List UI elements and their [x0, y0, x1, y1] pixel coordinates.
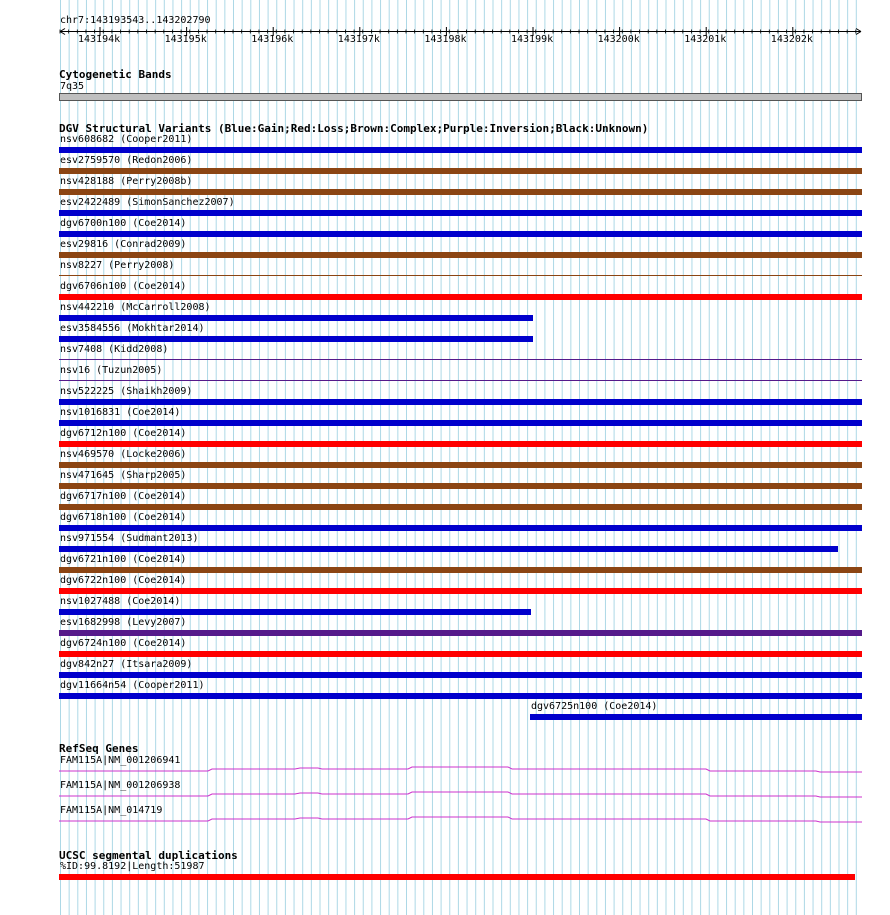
ruler-tick-label: 143201k: [684, 34, 727, 45]
dgv-feature-label[interactable]: nsv428188 (Perry2008b): [60, 176, 193, 187]
ruler-tick-label: 143196k: [251, 34, 294, 45]
cytoband-track-title: Cytogenetic Bands: [59, 68, 172, 81]
dgv-feature-label[interactable]: nsv442210 (McCarroll2008): [60, 302, 211, 313]
segdup-feature-bar[interactable]: [59, 874, 855, 880]
dgv-feature-label[interactable]: dgv11664n54 (Cooper2011): [60, 680, 205, 691]
dgv-feature-label[interactable]: nsv971554 (Sudmant2013): [60, 533, 199, 544]
refseq-gene-label[interactable]: FAM115A|NM_001206938: [60, 780, 181, 791]
ruler-tick-label: 143197k: [337, 34, 380, 45]
dgv-feature-label[interactable]: nsv522225 (Shaikh2009): [60, 386, 193, 397]
dgv-feature-label[interactable]: nsv7408 (Kidd2008): [60, 344, 169, 355]
dgv-feature-label[interactable]: dgv842n27 (Itsara2009): [60, 659, 193, 670]
ruler-tick-label: 143199k: [511, 34, 554, 45]
dgv-feature-label[interactable]: esv1682998 (Levy2007): [60, 617, 187, 628]
dgv-feature-label[interactable]: nsv469570 (Locke2006): [60, 449, 187, 460]
dgv-feature-label[interactable]: nsv16 (Tuzun2005): [60, 365, 163, 376]
dgv-feature-label[interactable]: nsv8227 (Perry2008): [60, 260, 175, 271]
dgv-feature-label[interactable]: nsv471645 (Sharp2005): [60, 470, 187, 481]
dgv-feature-label[interactable]: dgv6722n100 (Coe2014): [60, 575, 187, 586]
refseq-gene-label[interactable]: FAM115A|NM_014719: [60, 805, 163, 816]
ruler-tick-label: 143194k: [78, 34, 121, 45]
dgv-feature-label[interactable]: esv3584556 (Mokhtar2014): [60, 323, 205, 334]
dgv-feature-label[interactable]: dgv6706n100 (Coe2014): [60, 281, 187, 292]
dgv-feature-label[interactable]: dgv6717n100 (Coe2014): [60, 491, 187, 502]
dgv-feature-label[interactable]: dgv6725n100 (Coe2014): [531, 701, 658, 712]
ruler-tick-label: 143198k: [424, 34, 467, 45]
segdup-track-title: UCSC segmental duplications: [59, 849, 238, 862]
dgv-feature-label[interactable]: esv2422489 (SimonSanchez2007): [60, 197, 235, 208]
dgv-feature-label[interactable]: esv2759570 (Redon2006): [60, 155, 193, 166]
dgv-feature-label[interactable]: nsv608682 (Cooper2011): [60, 134, 193, 145]
location-label: chr7:143193543..143202790: [60, 15, 211, 26]
dgv-track-title: DGV Structural Variants (Blue:Gain;Red:Loss;Brown:Complex;Purple:Inversion;Black:Unknown): [59, 122, 649, 135]
refseq-gene-line: [59, 767, 862, 772]
segdup-feature-label[interactable]: %ID:99.8192|Length:51987: [60, 861, 205, 872]
refseq-track-title: RefSeq Genes: [59, 742, 139, 755]
dgv-feature-label[interactable]: dgv6712n100 (Coe2014): [60, 428, 187, 439]
ruler-tick-label: 143195k: [164, 34, 207, 45]
dgv-feature-label[interactable]: dgv6724n100 (Coe2014): [60, 638, 187, 649]
dgv-feature-label[interactable]: dgv6700n100 (Coe2014): [60, 218, 187, 229]
dgv-feature-label[interactable]: nsv1016831 (Coe2014): [60, 407, 181, 418]
dgv-feature-label[interactable]: nsv1027488 (Coe2014): [60, 596, 181, 607]
dgv-feature-label[interactable]: esv29816 (Conrad2009): [60, 239, 187, 250]
cytoband-label[interactable]: 7q35: [60, 81, 85, 92]
refseq-gene-line: [59, 817, 862, 822]
dgv-feature-label[interactable]: dgv6721n100 (Coe2014): [60, 554, 187, 565]
ruler-tick-label: 143202k: [770, 34, 813, 45]
refseq-gene-line: [59, 792, 862, 797]
refseq-gene-label[interactable]: FAM115A|NM_001206941: [60, 755, 181, 766]
ruler-tick-label: 143200k: [597, 34, 640, 45]
dgv-feature-label[interactable]: dgv6718n100 (Coe2014): [60, 512, 187, 523]
